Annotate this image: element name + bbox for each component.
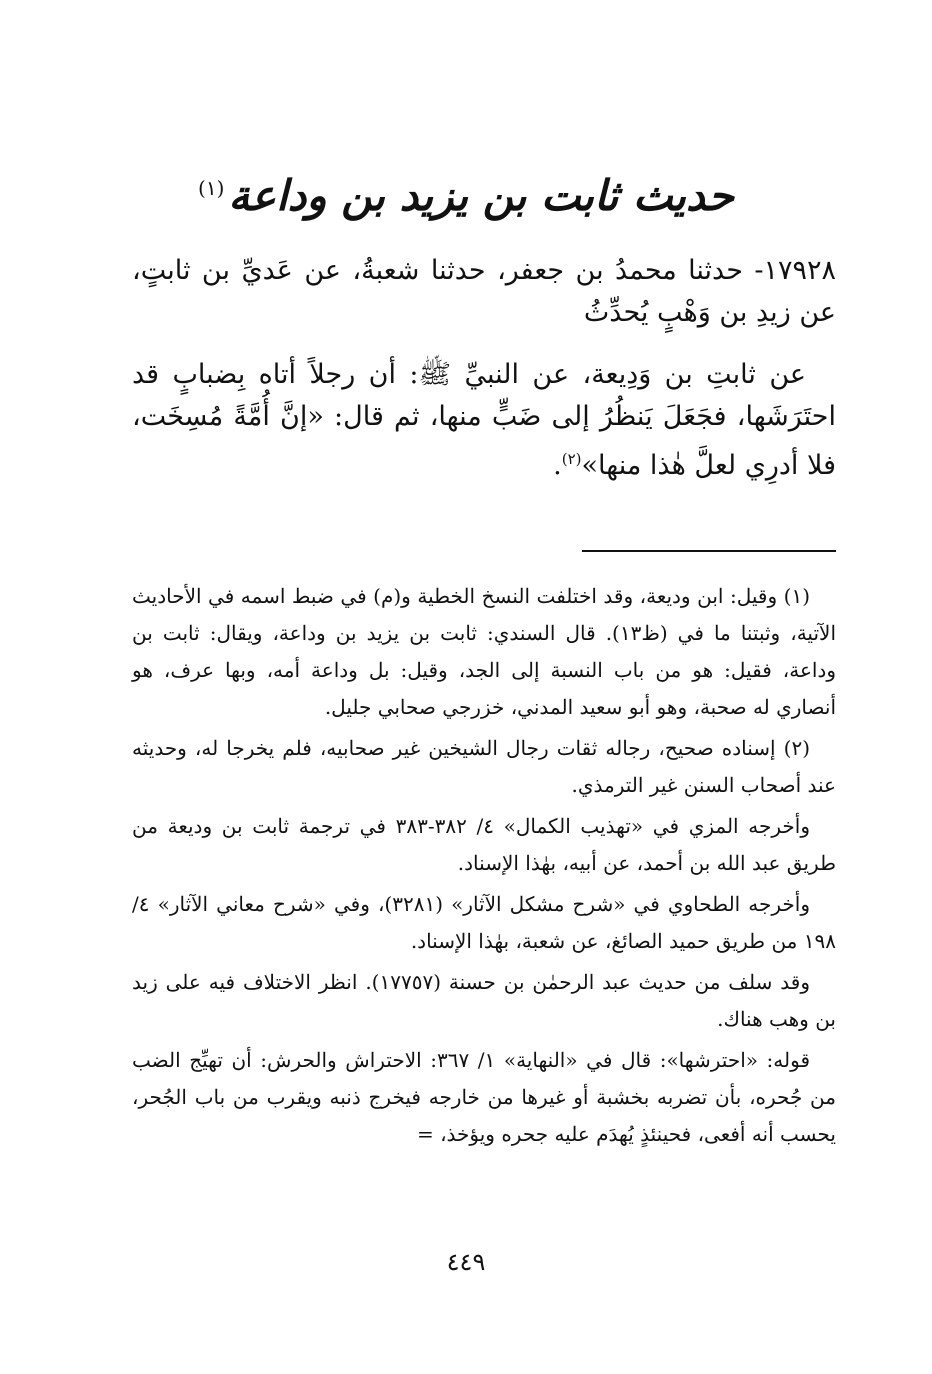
hadith-isnad: ١٧٩٢٨- حدثنا محمدُ بن جعفر، حدثنا شعبةُ، عن عَديِّ بن ثابتٍ، عن زيدِ بن وَهْبٍ يُحدِّثُ <box>132 255 836 328</box>
matn-end-punctuation: . <box>553 450 562 481</box>
hadith-chapter-title <box>0 158 932 226</box>
footnote-2-gloss: قوله: «احترشها»: قال في «النهاية» ١/ ٣٦٧: الاحتراش والحرش: أن تهيِّج الضب من جُحره، بأن تضربه بخشبة أو غيرها من خارجه فيخرج ذنبه ويقرب من باب الجُحر، يحسب أنه أفعى، فحينئذٍ يُهدَم عليه جحره ويؤخذ، = <box>132 1048 836 1146</box>
footnote-2-takhrij-mizzi: وأخرجه المزي في «تهذيب الكمال» ٤/ ٣٨٢-٣٨٣ في ترجمة ثابت بن وديعة من طريق عبد الله بن أحمد، عن أبيه، بهٰذا الإسناد. <box>132 814 836 875</box>
page-number: ٤٤٩ <box>446 1248 486 1276</box>
hadith-matn-text: عن ثابتِ بن وَدِيعة، عن النبيِّ ﷺ: أن رجلاً أتاه بِضبابٍ قد احتَرَشَها، فجَعَلَ يَنظُرُ إلى ضَبٍّ منها، ثم قال: «إنَّ أُمَّةً مُسِخَت، فلا أدرِي لعلَّ هٰذا منها» <box>132 359 836 481</box>
footnote-2-cross-reference: وقد سلف من حديث عبد الرحمٰن بن حسنة (١٧٧٥٧). انظر الاختلاف فيه على زيد بن وهب هناك. <box>132 970 836 1031</box>
footnotes-section <box>132 578 836 1157</box>
title-footnote-marker: (١) <box>198 176 225 200</box>
matn-footnote-marker: (٢) <box>561 450 582 468</box>
footnote-1: (١) وقيل: ابن وديعة، وقد اختلفت النسخ الخطية و(م) في ضبط اسمه في الأحاديث الآتية، وثبتنا ما في (ظ١٣). قال السندي: ثابت بن يزيد بن وداعة، ويقال: ثابت بن وداعة، فقيل: هو من باب النسبة إلى الجد، وقيل: بل وداعة أمه، وبها عرف، هو أنصاري له صحبة، وهو أبو سعيد المدني، خزرجي صحابي جليل. <box>132 584 836 719</box>
footnote-2: (٢) إسناده صحيح، رجاله ثقات رجال الشيخين غير صحابيه، فلم يخرجا له، وحديثه عند أصحاب السنن غير الترمذي. <box>132 736 836 797</box>
chapter-title-text: حديث ثابت بن يزيد بن وداعة <box>228 171 734 220</box>
hadith-matn <box>132 354 836 487</box>
footnote-2-takhrij-tahawi: وأخرجه الطحاوي في «شرح مشكل الآثار» (٣٢٨١)، وفي «شرح معاني الآثار» ٤/ ١٩٨ من طريق حميد الصائغ، عن شعبة، بهٰذا الإسناد. <box>132 892 836 953</box>
footnote-separator <box>582 550 836 552</box>
